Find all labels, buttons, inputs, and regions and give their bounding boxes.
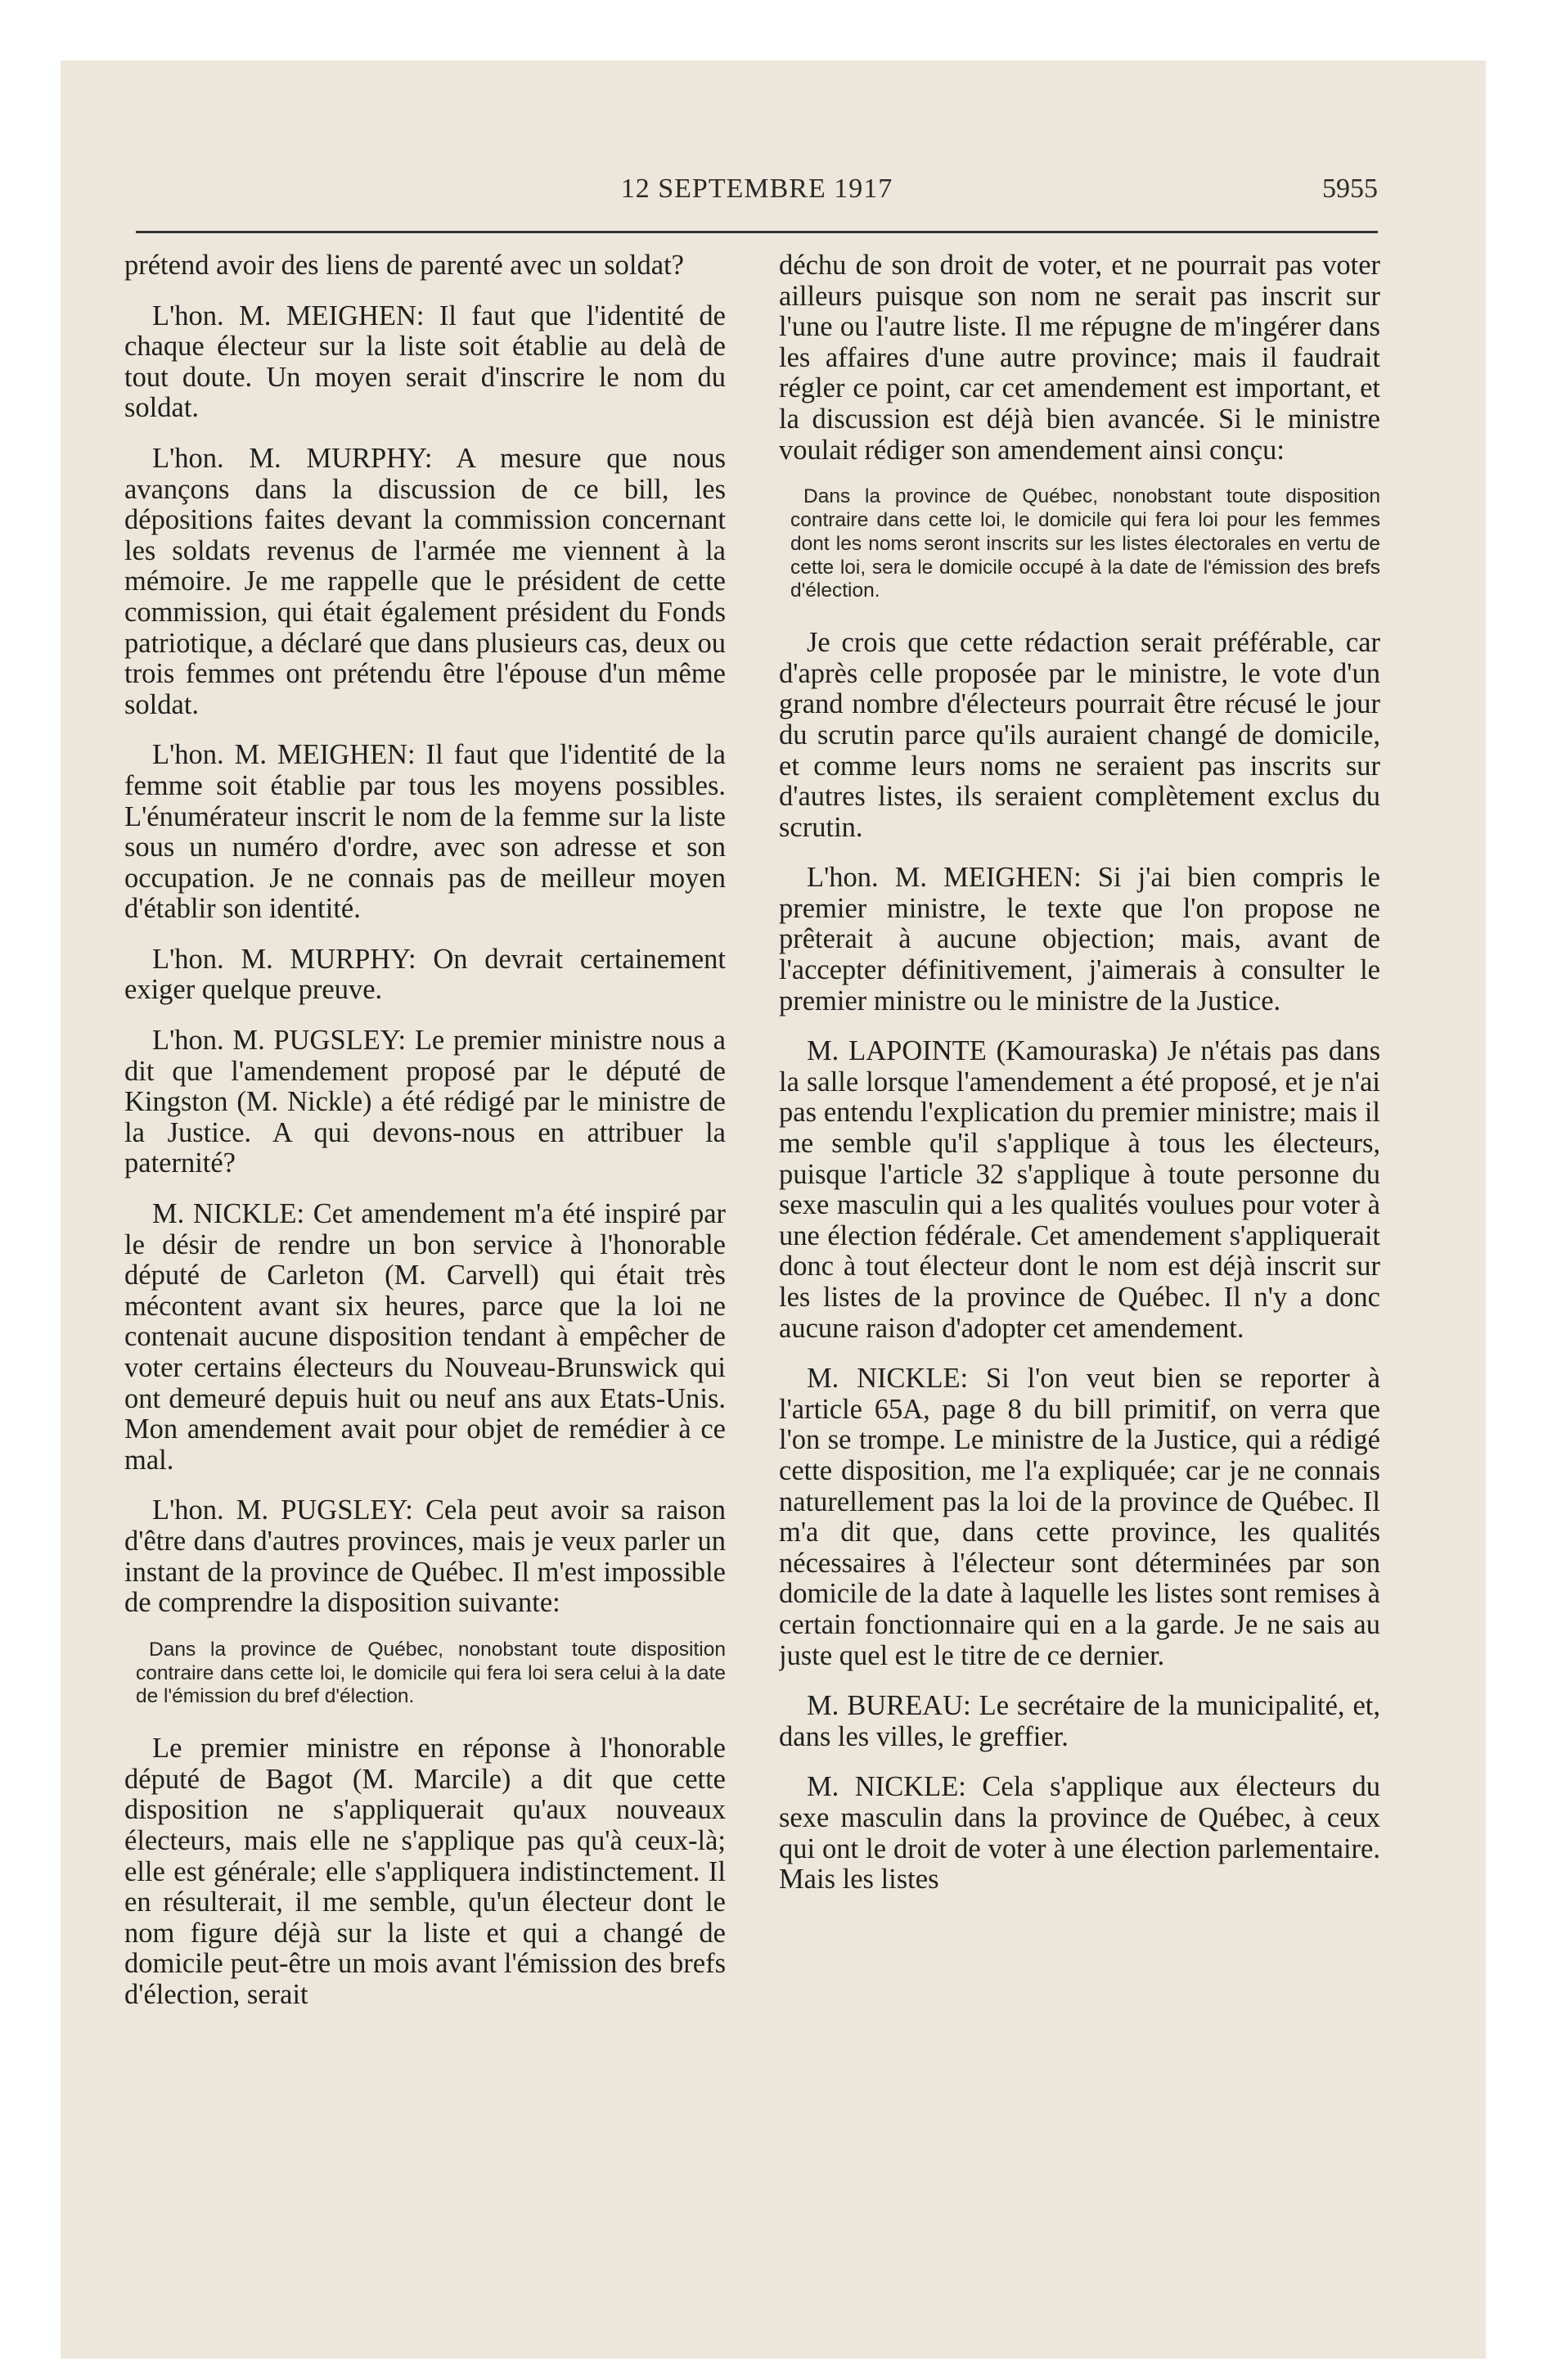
- paragraph: M. BUREAU: Le secrétaire de la municipalité, et, dans les villes, le greffier.: [779, 1690, 1380, 1752]
- paragraph: L'hon. M. MEIGHEN: Il faut que l'identité de chaque électeur sur la liste soit établie au delà de tout doute. Un moyen serait d'inscrire le nom du soldat.: [124, 300, 726, 424]
- paragraph: déchu de son droit de voter, et ne pourrait pas voter ailleurs puisque son nom ne serait pas inscrit sur l'une ou l'autre liste. Il me répugne de m'ingérer dans les affaires d'une autre province; mais il faudrait régler ce point, car cet amendement est important, et la discussion est déjà bien avancée. Si le ministre voulait rédiger son amendement ainsi conçu:: [779, 250, 1380, 466]
- quoted-provision: Dans la province de Québec, nonobstant toute disposition contraire dans cette loi, le domicile qui fera loi sera celui à la date de l'émission du bref d'élection.: [136, 1638, 726, 1708]
- paragraph: M. LAPOINTE (Kamouraska) Je n'étais pas dans la salle lorsque l'amendement a été proposé, et je n'ai pas entendu l'explication du premier ministre; mais il me semble qu'il s'applique à tous les électeurs, puisque l'article 32 s'applique à toute personne du sexe masculin qui a les qualités voulues pour voter à une élection fédérale. Cet amendement s'appliquerait donc à tout électeur dont le nom est déjà inscrit sur les listes de la province de Québec. Il n'y a donc aucune raison d'adopter cet amendement.: [779, 1035, 1380, 1344]
- page-header: [136, 167, 1378, 216]
- paragraph: Je crois que cette rédaction serait préférable, car d'après celle proposée par le ministre, le vote d'un grand nombre d'électeurs pourrait être récusé le jour du scrutin parce qu'ils auraient changé de domicile, et comme leurs noms ne seraient pas inscrits sur d'autres listes, ils seraient complètement exclus du scrutin.: [779, 627, 1380, 843]
- quoted-provision: Dans la province de Québec, nonobstant toute disposition contraire dans cette loi, le domicile qui fera loi pour les femmes dont les noms seront inscrits sur les listes électorales en vertu de cette loi, sera le domicile occupé à la date de l'émission des brefs d'élection.: [790, 485, 1380, 602]
- header-date: 12 SEPTEMBRE 1917: [620, 174, 893, 204]
- header-rule: [136, 231, 1378, 233]
- paragraph: L'hon. M. MURPHY: A mesure que nous avançons dans la discussion de ce bill, les dépositions faites devant la commission concernant les soldats revenus de l'armée me viennent à la mémoire. Je me rappelle que le président de cette commission, qui était également président du Fonds patriotique, a déclaré que dans plusieurs cas, deux ou trois femmes ont prétendu être l'épouse d'un même soldat.: [124, 442, 726, 720]
- paragraph: L'hon. M. MURPHY: On devrait certainement exiger quelque preuve.: [124, 943, 726, 1006]
- paragraph: M. NICKLE: Cet amendement m'a été inspiré par le désir de rendre un bon service à l'honorable député de Carleton (M. Carvell) qui était très mécontent avant six heures, parce que la loi ne contenait aucune disposition tendant à empêcher de voter certains électeurs du Nouveau-Brunswick qui ont demeuré depuis huit ou neuf ans aux Etats-Unis. Mon amendement avait pour objet de remédier à ce mal.: [124, 1198, 726, 1476]
- paragraph: L'hon. M. PUGSLEY: Cela peut avoir sa raison d'être dans d'autres provinces, mais je veux parler un instant de la province de Québec. Il m'est impossible de comprendre la disposition suivante:: [124, 1494, 726, 1619]
- page-number: 5955: [1322, 174, 1378, 204]
- left-column: [124, 250, 726, 2264]
- paragraph: Le premier ministre en réponse à l'honorable député de Bagot (M. Marcile) a dit que cette disposition ne s'appliquerait qu'aux nouveaux électeurs, mais elle ne s'applique pas qu'à ceux-là; elle est générale; elle s'appliquera indistinctement. Il en résulterait, il me semble, qu'un électeur dont le nom figure déjà sur la liste et qui a changé de domicile peut-être un mois avant l'émission des brefs d'élection, serait: [124, 1733, 726, 2010]
- paragraph: L'hon. M. MEIGHEN: Si j'ai bien compris le premier ministre, le texte que l'on propose ne prêterait à aucune objection; mais, avant de l'accepter définitivement, j'aimerais à consulter le premier ministre ou le ministre de la Justice.: [779, 862, 1380, 1016]
- paragraph: M. NICKLE: Si l'on veut bien se reporter à l'article 65A, page 8 du bill primitif, on verra que l'on se trompe. Le ministre de la Justice, qui a rédigé cette disposition, me l'a expliquée; car je ne connais naturellement pas la loi de la province de Québec. Il m'a dit que, dans cette province, les qualités nécessaires à l'électeur sont déterminées par son domicile de la date à laquelle les listes sont remises à certain fonctionnaire qui en a la garde. Je ne sais au juste quel est le titre de ce dernier.: [779, 1363, 1380, 1671]
- right-column: [779, 250, 1380, 2264]
- paragraph: prétend avoir des liens de parenté avec un soldat?: [124, 250, 684, 281]
- paragraph: M. NICKLE: Cela s'applique aux électeurs du sexe masculin dans la province de Québec, à ceux qui ont le droit de voter à une élection parlementaire. Mais les listes: [779, 1771, 1380, 1895]
- paragraph: L'hon. M. PUGSLEY: Le premier ministre nous a dit que l'amendement proposé par le député de Kingston (M. Nickle) a été rédigé par le ministre de la Justice. A qui devons-nous en attribuer la paternité?: [124, 1025, 726, 1179]
- paragraph: L'hon. M. MEIGHEN: Il faut que l'identité de la femme soit établie par tous les moyens possibles. L'énumérateur inscrit le nom de la femme sur la liste sous un numéro d'ordre, avec son adresse et son occupation. Je ne connais pas de meilleur moyen d'établir son identité.: [124, 739, 726, 925]
